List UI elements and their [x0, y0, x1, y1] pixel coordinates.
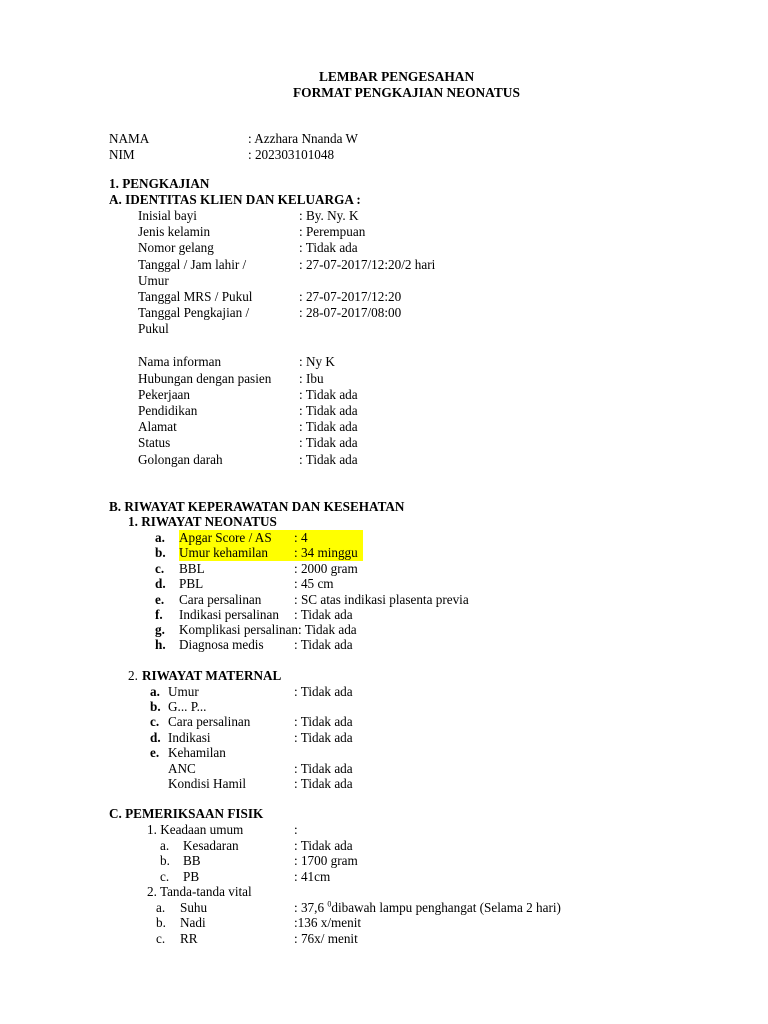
nim-value: : 202303101048: [248, 147, 335, 162]
row-label-cont: Umur: [138, 273, 169, 288]
row-label: Hubungan dengan pasien: [138, 371, 272, 386]
highlighted-row: [179, 545, 363, 561]
row-value: : 27-07-2017/12:20: [299, 289, 402, 304]
item-value: : Tidak ada: [294, 730, 353, 745]
row-label: Golongan darah: [138, 452, 223, 467]
row-value: : Tidak ada: [299, 419, 358, 434]
item-value: : 1700 gram: [294, 853, 358, 868]
row-label-cont: Pukul: [138, 321, 169, 336]
list-letter: e.: [155, 592, 165, 607]
row-label: Tanggal MRS / Pukul: [138, 289, 253, 304]
list-letter: c.: [155, 561, 165, 576]
list-letter: d.: [155, 576, 166, 591]
list-letter: a.: [155, 530, 165, 545]
list-letter: h.: [155, 637, 166, 652]
item-label: Indikasi persalinan: [179, 607, 279, 622]
item-value: : 2000 gram: [294, 561, 358, 576]
item-value: : Tidak ada: [294, 684, 353, 699]
item-value: : 34 minggu: [294, 545, 358, 560]
section-riwayat-heading: B. RIWAYAT KEPERAWATAN DAN KESEHATAN: [109, 499, 405, 514]
item-label: Umur: [168, 684, 199, 699]
item-value: : 37,6: [294, 900, 328, 915]
row-value: : Perempuan: [299, 224, 366, 239]
list-letter: a.: [160, 838, 170, 853]
keadaan-umum-heading: 1. Keadaan umum: [147, 822, 244, 837]
list-letter: c.: [160, 869, 170, 884]
row-label: Tanggal Pengkajian /: [138, 305, 250, 320]
item-label: Indikasi: [168, 730, 211, 745]
list-letter: d.: [150, 730, 161, 745]
item-label: G... P...: [168, 699, 207, 714]
list-letter: c.: [156, 931, 166, 946]
item-label: PBL: [179, 576, 204, 591]
document-title: LEMBAR PENGESAHAN: [319, 69, 475, 84]
row-label: Alamat: [138, 419, 177, 434]
item-value: : 41cm: [294, 869, 331, 884]
item-label: Cara persalinan: [168, 714, 251, 729]
item-label: ANC: [168, 761, 196, 776]
row-value: : Tidak ada: [299, 240, 358, 255]
keadaan-umum-colon: :: [294, 822, 298, 837]
list-letter: a.: [150, 684, 160, 699]
item-label: Kehamilan: [168, 745, 226, 760]
list-letter: b.: [160, 853, 170, 868]
name-label: NAMA: [109, 131, 150, 146]
item-label: Umur kehamilan: [179, 545, 268, 560]
nim-label: NIM: [109, 147, 135, 162]
row-value: : By. Ny. K: [299, 208, 359, 223]
item-label: BBL: [179, 561, 205, 576]
row-label: Pendidikan: [138, 403, 198, 418]
row-value: : Tidak ada: [299, 403, 358, 418]
row-value: : Ny K: [299, 354, 335, 369]
row-label: Nama informan: [138, 354, 222, 369]
row-label: Status: [138, 435, 171, 450]
section-identitas-heading: A. IDENTITAS KLIEN DAN KELUARGA :: [109, 192, 361, 207]
name-value: : Azzhara Nnanda W: [248, 131, 358, 146]
list-letter: b.: [156, 915, 166, 930]
item-value: : 76x/ menit: [294, 931, 358, 946]
list-letter: g.: [155, 622, 165, 637]
row-label: Tanggal / Jam lahir /: [138, 257, 247, 272]
item-label: PB: [183, 869, 200, 884]
list-letter: a.: [156, 900, 166, 915]
item-value: : 4: [294, 530, 308, 545]
row-label: Inisial bayi: [138, 208, 197, 223]
item-label: Cara persalinan: [179, 592, 262, 607]
row-label: Pekerjaan: [138, 387, 190, 402]
row-value: : Tidak ada: [299, 452, 358, 467]
riwayat-neonatus-heading: 1. RIWAYAT NEONATUS: [128, 514, 277, 529]
item-value: : SC atas indikasi plasenta previa: [294, 592, 469, 607]
row-value: : Tidak ada: [299, 387, 358, 402]
item-label: Diagnosa medis: [179, 637, 264, 652]
list-letter: c.: [150, 714, 160, 729]
row-label: Jenis kelamin: [138, 224, 211, 239]
row-value: : Tidak ada: [299, 435, 358, 450]
list-letter: e.: [150, 745, 160, 760]
row-label: Nomor gelang: [138, 240, 214, 255]
list-letter: b.: [155, 545, 166, 560]
item-label: RR: [180, 931, 198, 946]
highlighted-row: [179, 530, 363, 546]
item-label: Nadi: [180, 915, 206, 930]
row-value: : 28-07-2017/08:00: [299, 305, 402, 320]
row-value: : Ibu: [299, 371, 324, 386]
item-value: : Tidak ada: [294, 607, 353, 622]
item-value: : Tidak ada: [294, 838, 353, 853]
item-value: : Tidak ada: [294, 714, 353, 729]
item-value-cont: dibawah lampu penghangat (Selama 2 hari): [331, 900, 561, 915]
section-pengkajian-heading: 1. PENGKAJIAN: [109, 176, 210, 191]
tanda-vital-heading: 2. Tanda-tanda vital: [147, 884, 252, 899]
item-value: : 45 cm: [294, 576, 334, 591]
section-pemeriksaan-heading: C. PEMERIKSAAN FISIK: [109, 806, 264, 821]
item-value: : Tidak ada: [294, 761, 353, 776]
degree-mark: 0: [327, 899, 332, 909]
item-label: Suhu: [180, 900, 208, 915]
item-value: : Tidak ada: [294, 776, 353, 791]
document-subtitle: FORMAT PENGKAJIAN NEONATUS: [293, 85, 520, 100]
list-letter: b.: [150, 699, 161, 714]
item-value: : Tidak ada: [294, 637, 353, 652]
item-label: Komplikasi persalinan: Tidak ada: [179, 622, 357, 637]
row-value: : 27-07-2017/12:20/2 hari: [299, 257, 436, 272]
list-letter: f.: [155, 607, 163, 622]
riwayat-maternal-number: 2.: [128, 668, 138, 683]
item-label: Apgar Score / AS: [179, 530, 272, 545]
item-label: BB: [183, 853, 201, 868]
item-label: Kesadaran: [183, 838, 239, 853]
item-label: Kondisi Hamil: [168, 776, 247, 791]
riwayat-maternal-heading: RIWAYAT MATERNAL: [142, 668, 282, 683]
item-value: :136 x/menit: [294, 915, 362, 930]
